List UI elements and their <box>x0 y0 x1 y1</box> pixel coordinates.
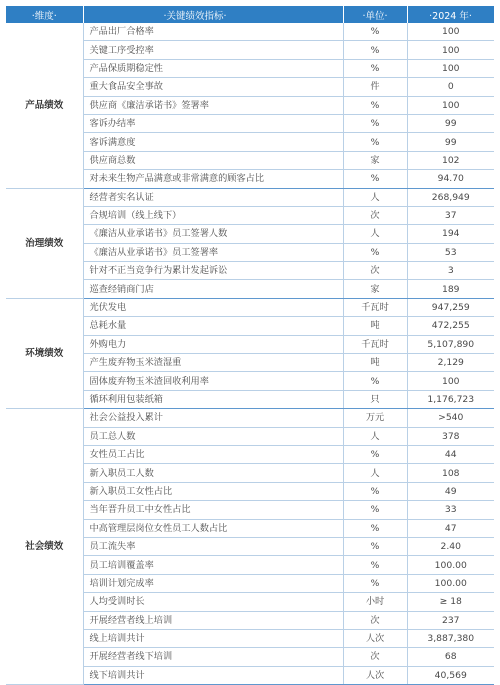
indicator-cell: 产品出厂合格率 <box>83 23 343 41</box>
table-row <box>6 298 494 316</box>
value-cell: 47 <box>407 519 494 537</box>
unit-cell: 家 <box>343 151 407 169</box>
indicator-cell: 重大食品安全事故 <box>83 78 343 96</box>
unit-cell: % <box>343 501 407 519</box>
header-year: ·2024 年· <box>407 6 494 23</box>
value-cell: 194 <box>407 225 494 243</box>
indicator-cell: 线下培训共计 <box>83 666 343 684</box>
value-cell: 1,176,723 <box>407 390 494 408</box>
indicator-cell: 客诉办结率 <box>83 114 343 132</box>
indicator-cell: 固体废弃物玉米渣回收利用率 <box>83 372 343 390</box>
indicator-cell: 循环利用包装纸箱 <box>83 390 343 408</box>
unit-cell: % <box>343 243 407 261</box>
value-cell: 44 <box>407 445 494 463</box>
indicator-cell: 女性员工占比 <box>83 445 343 463</box>
table-row <box>6 409 494 427</box>
unit-cell: 万元 <box>343 409 407 427</box>
unit-cell: 次 <box>343 611 407 629</box>
table-body <box>6 23 494 685</box>
table-row <box>6 23 494 41</box>
unit-cell: 件 <box>343 78 407 96</box>
unit-cell: 次 <box>343 206 407 224</box>
unit-cell: 人 <box>343 464 407 482</box>
value-cell: 99 <box>407 114 494 132</box>
unit-cell: 人次 <box>343 629 407 647</box>
value-cell: 237 <box>407 611 494 629</box>
unit-cell: 家 <box>343 280 407 298</box>
indicator-cell: 中高管理层岗位女性员工人数占比 <box>83 519 343 537</box>
value-cell: 947,259 <box>407 298 494 316</box>
table-row <box>6 188 494 206</box>
value-cell: 472,255 <box>407 317 494 335</box>
indicator-cell: 供应商总数 <box>83 151 343 169</box>
indicator-cell: 关键工序受控率 <box>83 41 343 59</box>
indicator-cell: 供应商《廉洁承诺书》签署率 <box>83 96 343 114</box>
indicator-cell: 开展经营者线上培训 <box>83 611 343 629</box>
header-row <box>6 6 494 23</box>
indicator-cell: 《廉洁从业承诺书》员工签署人数 <box>83 225 343 243</box>
value-cell: 189 <box>407 280 494 298</box>
value-cell: >540 <box>407 409 494 427</box>
indicator-cell: 员工总人数 <box>83 427 343 445</box>
indicator-cell: 新入职员工人数 <box>83 464 343 482</box>
value-cell: 100.00 <box>407 574 494 592</box>
unit-cell: % <box>343 537 407 555</box>
unit-cell: 人 <box>343 188 407 206</box>
indicator-cell: 总耗水量 <box>83 317 343 335</box>
unit-cell: 千瓦时 <box>343 298 407 316</box>
value-cell: 53 <box>407 243 494 261</box>
value-cell: 100 <box>407 96 494 114</box>
unit-cell: % <box>343 59 407 77</box>
value-cell: 3,887,380 <box>407 629 494 647</box>
unit-cell: % <box>343 41 407 59</box>
header-indicator: ·关键绩效指标· <box>83 6 343 23</box>
dimension-cell: 环境绩效 <box>6 298 83 408</box>
dimension-cell: 社会绩效 <box>6 409 83 685</box>
unit-cell: 只 <box>343 390 407 408</box>
value-cell: 100.00 <box>407 556 494 574</box>
unit-cell: 小时 <box>343 593 407 611</box>
value-cell: ≥ 18 <box>407 593 494 611</box>
value-cell: 268,949 <box>407 188 494 206</box>
value-cell: 2,129 <box>407 354 494 372</box>
unit-cell: % <box>343 170 407 188</box>
indicator-cell: 新入职员工女性占比 <box>83 482 343 500</box>
value-cell: 94.70 <box>407 170 494 188</box>
unit-cell: % <box>343 133 407 151</box>
unit-cell: % <box>343 445 407 463</box>
indicator-cell: 《廉洁从业承诺书》员工签署率 <box>83 243 343 261</box>
unit-cell: 人 <box>343 427 407 445</box>
value-cell: 100 <box>407 372 494 390</box>
unit-cell: % <box>343 556 407 574</box>
unit-cell: % <box>343 574 407 592</box>
indicator-cell: 客诉满意度 <box>83 133 343 151</box>
value-cell: 2.40 <box>407 537 494 555</box>
dimension-cell: 治理绩效 <box>6 188 83 298</box>
indicator-cell: 线上培训共计 <box>83 629 343 647</box>
unit-cell: % <box>343 23 407 41</box>
value-cell: 33 <box>407 501 494 519</box>
header-dimension: ·维度· <box>6 6 83 23</box>
value-cell: 378 <box>407 427 494 445</box>
value-cell: 40,569 <box>407 666 494 684</box>
unit-cell: % <box>343 114 407 132</box>
value-cell: 99 <box>407 133 494 151</box>
unit-cell: 人 <box>343 225 407 243</box>
unit-cell: % <box>343 96 407 114</box>
indicator-cell: 当年晋升员工中女性占比 <box>83 501 343 519</box>
dimension-cell: 产品绩效 <box>6 23 83 188</box>
indicator-cell: 巡查经销商门店 <box>83 280 343 298</box>
unit-cell: 次 <box>343 648 407 666</box>
value-cell: 5,107,890 <box>407 335 494 353</box>
indicator-cell: 外购电力 <box>83 335 343 353</box>
indicator-cell: 员工流失率 <box>83 537 343 555</box>
indicator-cell: 产生废弃物玉米渣湿重 <box>83 354 343 372</box>
unit-cell: 吨 <box>343 317 407 335</box>
unit-cell: 千瓦时 <box>343 335 407 353</box>
value-cell: 100 <box>407 23 494 41</box>
kpi-table <box>6 6 495 685</box>
indicator-cell: 员工培训覆盖率 <box>83 556 343 574</box>
value-cell: 49 <box>407 482 494 500</box>
value-cell: 3 <box>407 262 494 280</box>
indicator-cell: 开展经营者线下培训 <box>83 648 343 666</box>
header-unit: ·单位· <box>343 6 407 23</box>
value-cell: 37 <box>407 206 494 224</box>
indicator-cell: 培训计划完成率 <box>83 574 343 592</box>
unit-cell: % <box>343 519 407 537</box>
value-cell: 108 <box>407 464 494 482</box>
indicator-cell: 人均受训时长 <box>83 593 343 611</box>
unit-cell: 吨 <box>343 354 407 372</box>
indicator-cell: 产品保质期稳定性 <box>83 59 343 77</box>
indicator-cell: 针对不正当竞争行为累计发起诉讼 <box>83 262 343 280</box>
indicator-cell: 经营者实名认证 <box>83 188 343 206</box>
indicator-cell: 社会公益投入累计 <box>83 409 343 427</box>
unit-cell: 次 <box>343 262 407 280</box>
value-cell: 68 <box>407 648 494 666</box>
indicator-cell: 光伏发电 <box>83 298 343 316</box>
value-cell: 0 <box>407 78 494 96</box>
unit-cell: % <box>343 372 407 390</box>
value-cell: 100 <box>407 41 494 59</box>
indicator-cell: 合规培训（线上线下） <box>83 206 343 224</box>
value-cell: 100 <box>407 59 494 77</box>
unit-cell: % <box>343 482 407 500</box>
value-cell: 102 <box>407 151 494 169</box>
indicator-cell: 对未来生物产品满意或非常满意的顾客占比 <box>83 170 343 188</box>
unit-cell: 人次 <box>343 666 407 684</box>
